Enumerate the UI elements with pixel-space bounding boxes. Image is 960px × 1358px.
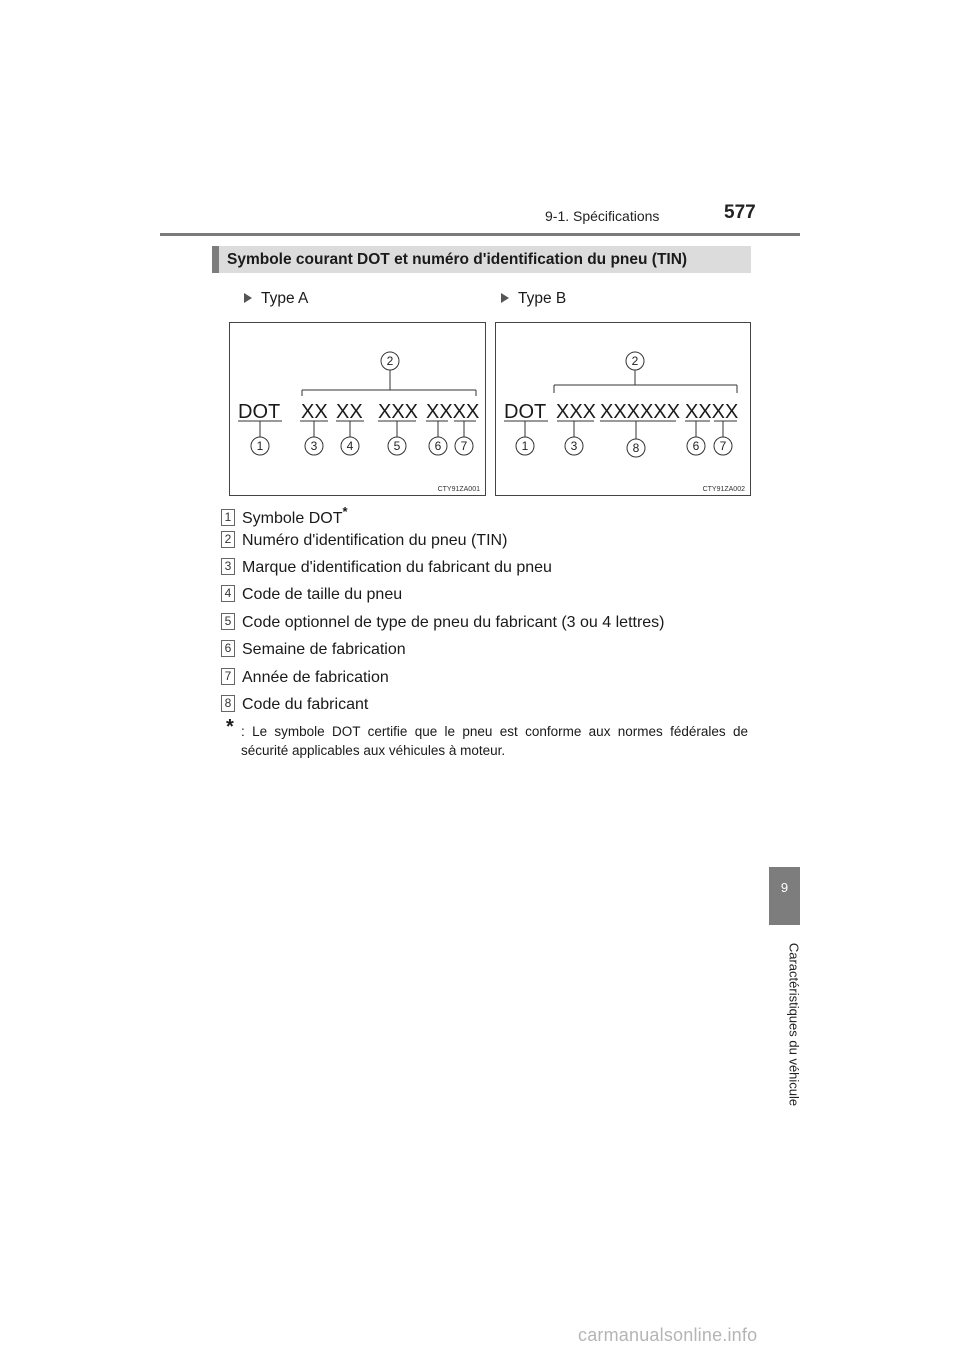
code-xxxxxx: XXXXXX bbox=[600, 401, 681, 423]
chapter-tab-label-wrap bbox=[783, 935, 803, 1125]
header-section-title: 9-1. Spécifications bbox=[545, 208, 660, 224]
callout: 1 bbox=[521, 439, 529, 453]
legend-item: 2 Numéro d'identification du pneu (TIN) bbox=[221, 531, 507, 551]
page-number: 577 bbox=[724, 202, 756, 223]
legend-number: 8 bbox=[221, 695, 235, 712]
legend-item: 7 Année de fabrication bbox=[221, 668, 389, 688]
legend-number: 4 bbox=[221, 585, 235, 602]
legend-item: 8 Code du fabricant bbox=[221, 695, 368, 715]
legend-number: 6 bbox=[221, 640, 235, 657]
callout: 6 bbox=[434, 439, 442, 453]
callout: 3 bbox=[570, 439, 578, 453]
legend-number: 2 bbox=[221, 531, 235, 548]
legend-item: 4 Code de taille du pneu bbox=[221, 585, 402, 605]
triangle-bullet-icon bbox=[244, 293, 252, 303]
legend-item: 6 Semaine de fabrication bbox=[221, 640, 406, 660]
chapter-tab-label: Caractéristiques du véhicule bbox=[786, 942, 802, 1107]
code-xx-1: XX bbox=[301, 401, 328, 423]
callout: 3 bbox=[310, 439, 318, 453]
code-xx-2: XX bbox=[336, 401, 363, 423]
legend-number: 1 bbox=[221, 509, 235, 526]
header-divider bbox=[160, 233, 800, 236]
code-dot: DOT bbox=[504, 401, 547, 423]
callout: 1 bbox=[256, 439, 264, 453]
legend-item: 3 Marque d'identification du fabricant du pneu bbox=[221, 558, 552, 578]
figure-code: CTY91ZA002 bbox=[702, 486, 745, 493]
footnote bbox=[226, 716, 748, 760]
callout: 6 bbox=[692, 439, 700, 453]
legend-item: 5 Code optionnel de type de pneu du fabricant (3 ou 4 lettres) bbox=[221, 613, 665, 633]
section-title: Symbole courant DOT et numéro d'identification du pneu (TIN) bbox=[212, 246, 751, 273]
code-xxxx: XXXX bbox=[685, 401, 739, 423]
legend-number: 7 bbox=[221, 668, 235, 685]
diagram-type-a-svg bbox=[230, 323, 485, 495]
figure-code: CTY91ZA001 bbox=[437, 486, 480, 493]
callout: 7 bbox=[719, 439, 727, 453]
diagram-type-a bbox=[229, 322, 486, 496]
watermark: carmanualsonline.info bbox=[578, 1325, 758, 1345]
footnote-text: : Le symbole DOT certifie que le pneu est conforme aux normes fédérales de sécurité applicables aux véhicules à moteur. bbox=[241, 724, 748, 758]
diagram-type-b-svg bbox=[496, 323, 750, 495]
code-xxx: XXX bbox=[378, 401, 419, 423]
code-xxxx: XXXX bbox=[426, 401, 480, 423]
callout: 8 bbox=[632, 441, 640, 455]
diagram-type-b bbox=[495, 322, 751, 496]
legend-number: 5 bbox=[221, 613, 235, 630]
callout: 5 bbox=[393, 439, 401, 453]
chapter-tab[interactable]: 9 bbox=[769, 867, 800, 925]
callout-top: 2 bbox=[631, 354, 639, 368]
legend-number: 3 bbox=[221, 558, 235, 575]
code-xxx: XXX bbox=[556, 401, 597, 423]
type-b-label: Type B bbox=[501, 290, 566, 308]
callout: 4 bbox=[346, 439, 354, 453]
legend-item: 1 Symbole DOT* bbox=[221, 504, 348, 524]
footnote-star: * bbox=[226, 716, 234, 738]
callout: 7 bbox=[460, 439, 468, 453]
callout-top: 2 bbox=[386, 354, 394, 368]
code-dot: DOT bbox=[238, 401, 281, 423]
triangle-bullet-icon bbox=[501, 293, 509, 303]
footnote-marker: * bbox=[342, 504, 348, 519]
type-a-label: Type A bbox=[244, 290, 308, 308]
